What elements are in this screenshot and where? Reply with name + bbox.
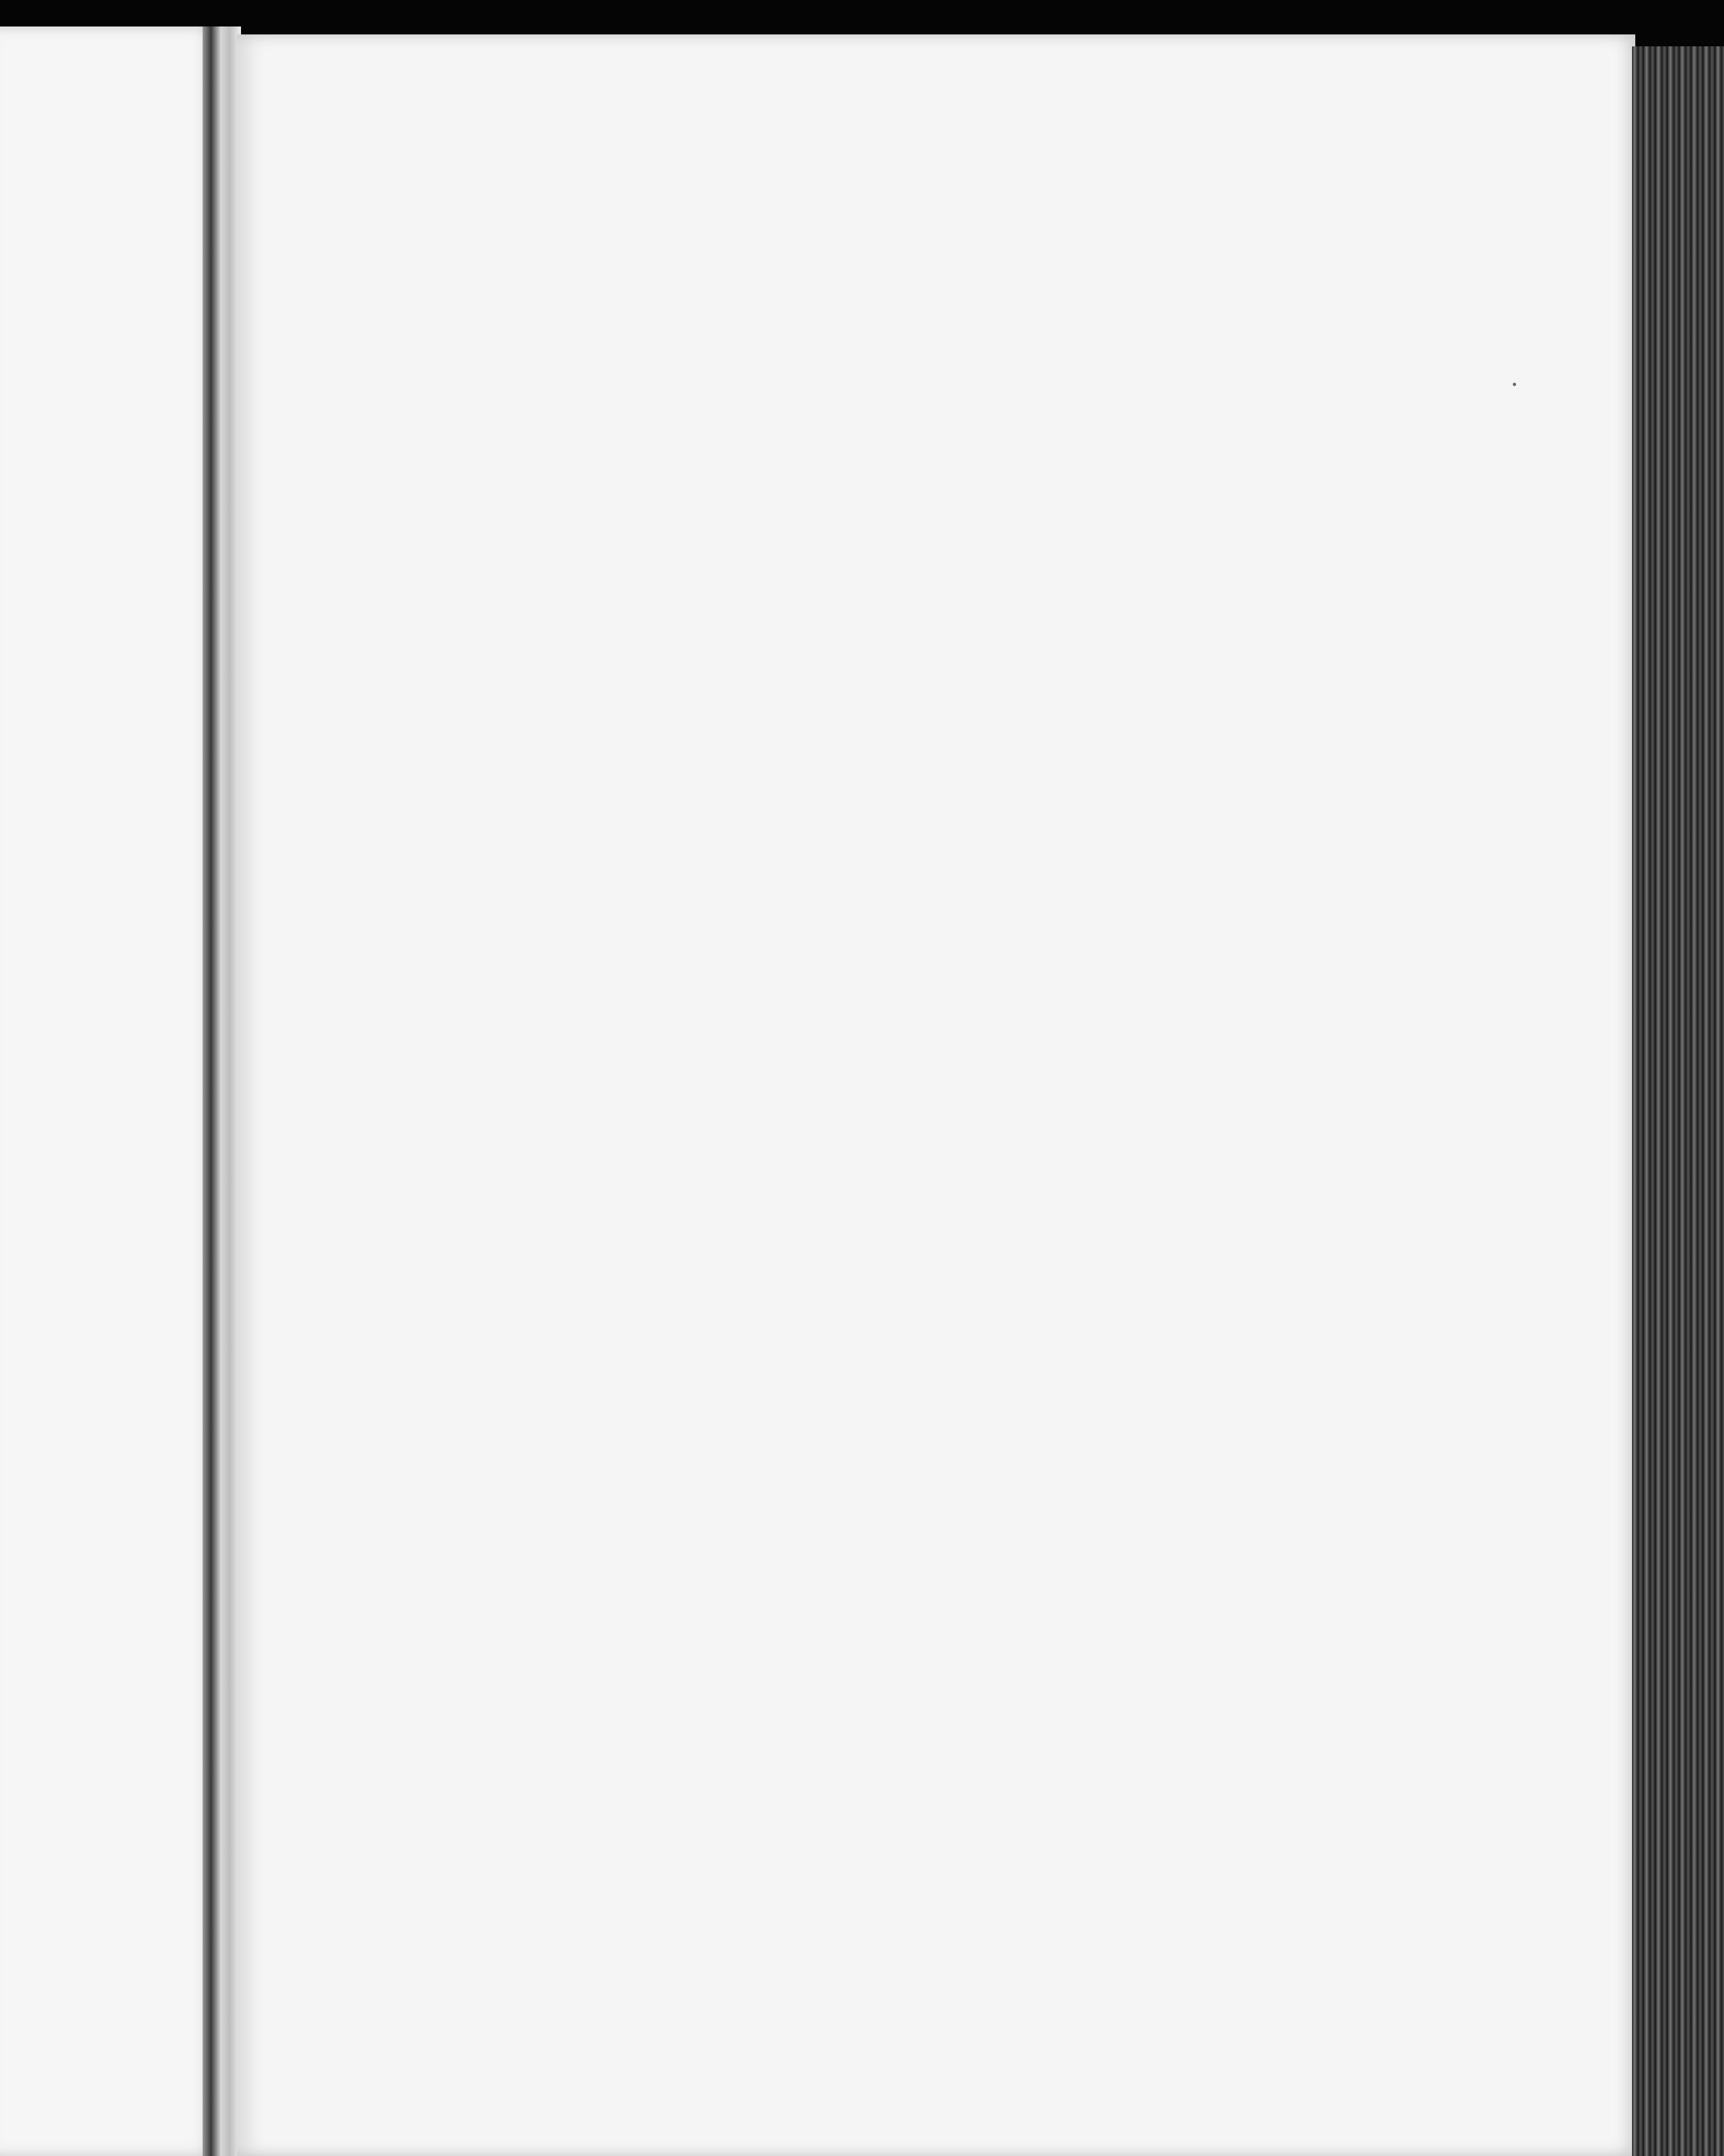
paper-speck bbox=[1513, 383, 1516, 386]
book-edge bbox=[1632, 46, 1724, 2156]
book-gutter bbox=[203, 26, 241, 2156]
left-page bbox=[0, 26, 218, 2156]
right-page bbox=[237, 34, 1635, 2156]
